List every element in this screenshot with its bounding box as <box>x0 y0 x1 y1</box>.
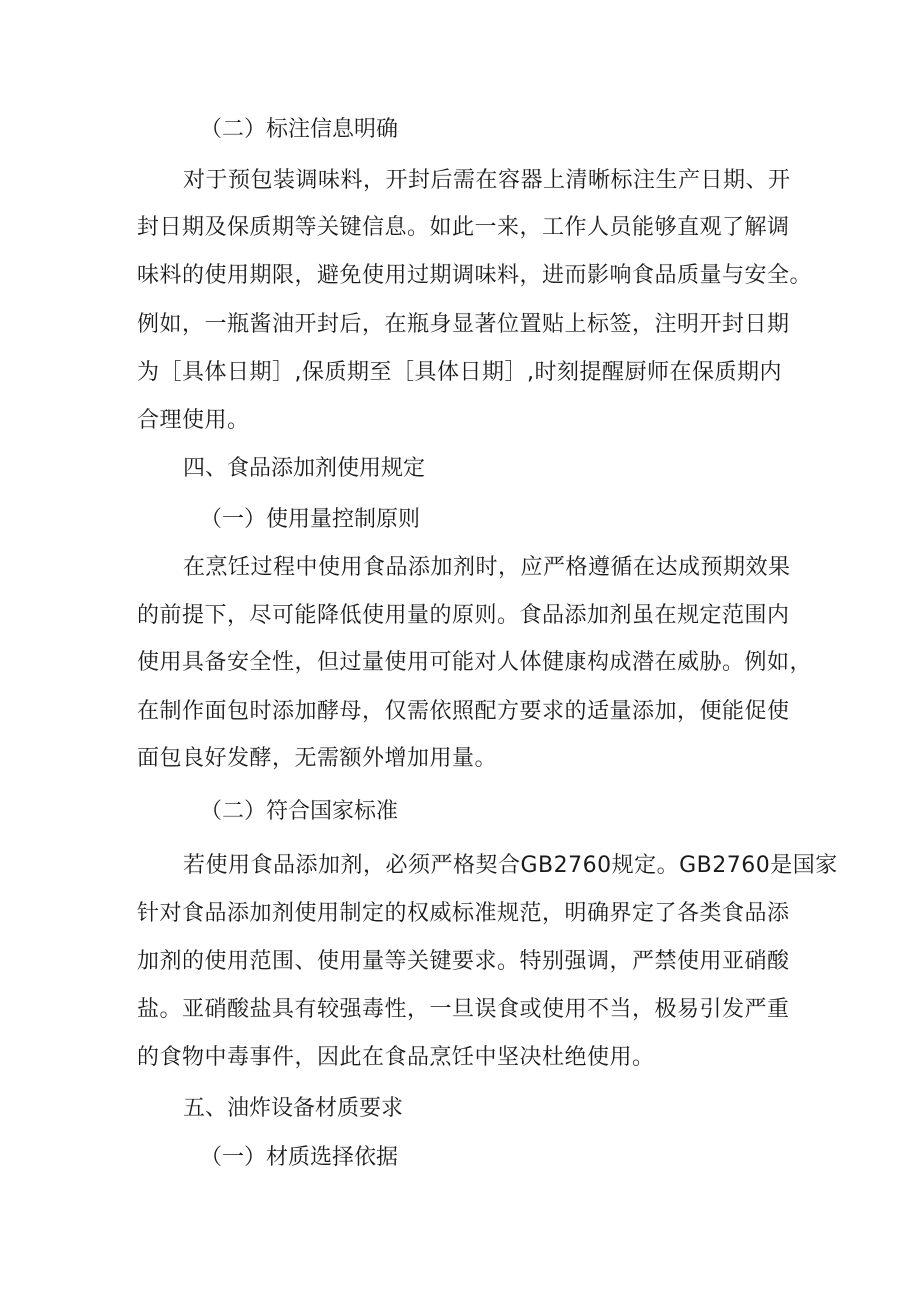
paragraph-line: 合理使用。 <box>137 408 250 433</box>
paragraph-line: 的前提下，尽可能降低使用量的原则。食品添加剂虽在规定范围内 <box>137 603 790 628</box>
paragraph-line: 盐。亚硝酸盐具有较强毒性，一旦误食或使用不当，极易引发严重 <box>137 997 790 1022</box>
paragraph-line: 为［具体日期］,保质期至［具体日期］,时刻提醒厨师在保质期内 <box>137 360 782 385</box>
section-heading-material-basis: （一）材质选择依据 <box>200 1145 399 1170</box>
section-heading-additives: 四、食品添加剂使用规定 <box>183 456 426 481</box>
paragraph-line: 面包良好发酵，无需额外增加用量。 <box>137 746 498 771</box>
section-heading-usage-control: （一）使用量控制原则 <box>200 507 421 532</box>
section-heading-national-standard: （二）符合国家标准 <box>200 799 399 824</box>
paragraph-line: 味料的使用期限，避免使用过期调味料，进而影响食品质量与安全。 <box>137 263 813 288</box>
paragraph-line: 封日期及保质期等关键信息。如此一来，工作人员能够直观了解调 <box>137 215 790 240</box>
paragraph-line: 若使用食品添加剂，必须严格契合GB2760规定。GB2760是国家 <box>183 853 838 878</box>
paragraph-line: 的食物中毒事件，因此在食品烹饪中坚决杜绝使用。 <box>137 1045 655 1070</box>
paragraph-line: 在制作面包时添加酵母，仅需依照配方要求的适量添加，便能促使 <box>137 699 790 724</box>
section-heading-labeling: （二）标注信息明确 <box>200 117 399 142</box>
paragraph-line: 对于预包装调味料，开封后需在容器上清晰标注生产日期、开 <box>183 168 791 193</box>
paragraph-line: 例如，一瓶酱油开封后，在瓶身显著位置贴上标签，注明开封日期 <box>137 312 790 337</box>
section-heading-fryer-material: 五、油炸设备材质要求 <box>183 1096 404 1121</box>
paragraph-line: 在烹饪过程中使用食品添加剂时，应严格遵循在达成预期效果 <box>183 555 791 580</box>
paragraph-line: 针对食品添加剂使用制定的权威标准规范，明确界定了各类食品添 <box>137 901 790 926</box>
paragraph-line: 加剂的使用范围、使用量等关键要求。特别强调，严禁使用亚硝酸 <box>137 949 790 974</box>
paragraph-line: 使用具备安全性，但过量使用可能对人体健康构成潜在威胁。例如， <box>137 650 813 675</box>
